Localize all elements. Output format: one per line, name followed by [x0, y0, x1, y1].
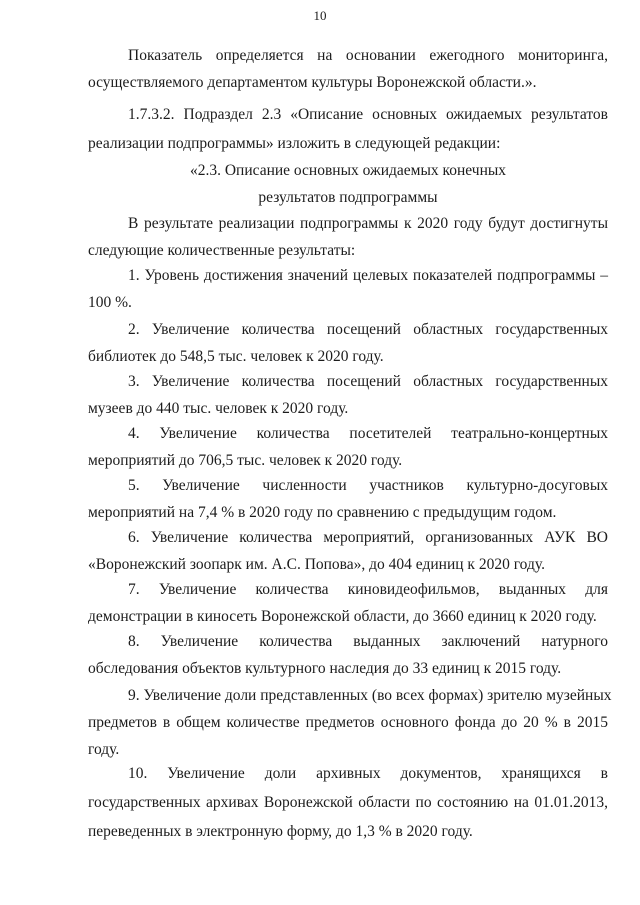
text-line: 8. Увеличение количества выданных заключений натурного	[128, 633, 608, 650]
text-line: следующие количественные результаты:	[88, 242, 356, 259]
text-line: мероприятий до 706,5 тыс. человек к 2020 году.	[88, 452, 403, 469]
text-line: 1. Уровень достижения значений целевых показателей подпрограммы –	[128, 267, 608, 284]
text-line: 3. Увеличение количества посещений областных государственных	[128, 373, 608, 390]
text-line: 2. Увеличение количества посещений областных государственных	[128, 321, 608, 338]
text-line: музеев до 440 тыс. человек к 2020 году.	[88, 400, 349, 417]
text-line: осуществляемого департаментом культуры Воронежской области.».	[88, 74, 537, 91]
text-line: 6. Увеличение количества мероприятий, организованных АУК ВО	[128, 529, 608, 546]
text-line: 7. Увеличение количества киновидеофильмов, выданных для	[128, 581, 608, 598]
list-item	[88, 424, 608, 470]
text-line: «Воронежский зоопарк им. А.С. Попова», до 404 единиц к 2020 году.	[88, 556, 545, 573]
list-item	[88, 528, 608, 574]
text-line: библиотек до 548,5 тыс. человек к 2020 году.	[88, 348, 384, 365]
text-line: В результате реализации подпрограммы к 2020 году будут достигнуты	[128, 215, 608, 232]
text-line: 5. Увеличение численности участников культурно-досуговых	[128, 477, 608, 494]
text-line: 1.7.3.2. Подраздел 2.3 «Описание основных ожидаемых результатов	[128, 106, 608, 123]
text-line: реализации подпрограммы» изложить в следующей редакции:	[88, 135, 501, 152]
page-number: 10	[313, 8, 327, 23]
list-item	[88, 320, 608, 366]
text-line: переведенных в электронную форму, до 1,3 % в 2020 году.	[88, 823, 473, 840]
text-line: обследования объектов культурного наследия до 33 единиц к 2015 году.	[88, 660, 562, 677]
section-change-paragraph	[88, 105, 608, 153]
lead-paragraph	[88, 214, 608, 260]
text-line: 100 %.	[88, 294, 132, 311]
list-item	[88, 686, 612, 759]
list-item	[88, 476, 608, 522]
text-line: государственных архивах Воронежской области по состоянию на 01.01.2013,	[88, 794, 608, 811]
section-heading-line2: результатов подпрограммы	[258, 189, 438, 206]
text-line: 10. Увеличение доли архивных документов, хранящихся в	[128, 765, 608, 782]
list-item	[88, 764, 608, 841]
list-item	[88, 266, 608, 312]
text-line: предметов в общем количестве предметов основного фонда до 20 % в 2015	[88, 714, 608, 731]
text-line: году.	[88, 741, 120, 758]
section-heading-line1: «2.3. Описание основных ожидаемых конечных	[189, 162, 507, 179]
intro-paragraph	[88, 46, 608, 92]
text-line: 4. Увеличение количества посетителей театрально-концертных	[128, 425, 608, 442]
text-line: Показатель определяется на основании ежегодного мониторинга,	[128, 47, 608, 64]
text-line: мероприятий на 7,4 % в 2020 году по сравнению с предыдущим годом.	[88, 504, 557, 521]
text-line: 9. Увеличение доли представленных (во всех формах) зрителю музейных	[128, 687, 612, 704]
text-line: демонстрации в киносеть Воронежской области, до 3660 единиц к 2020 году.	[88, 608, 597, 625]
list-item	[88, 632, 608, 678]
list-item	[88, 580, 608, 626]
list-item	[88, 372, 608, 418]
